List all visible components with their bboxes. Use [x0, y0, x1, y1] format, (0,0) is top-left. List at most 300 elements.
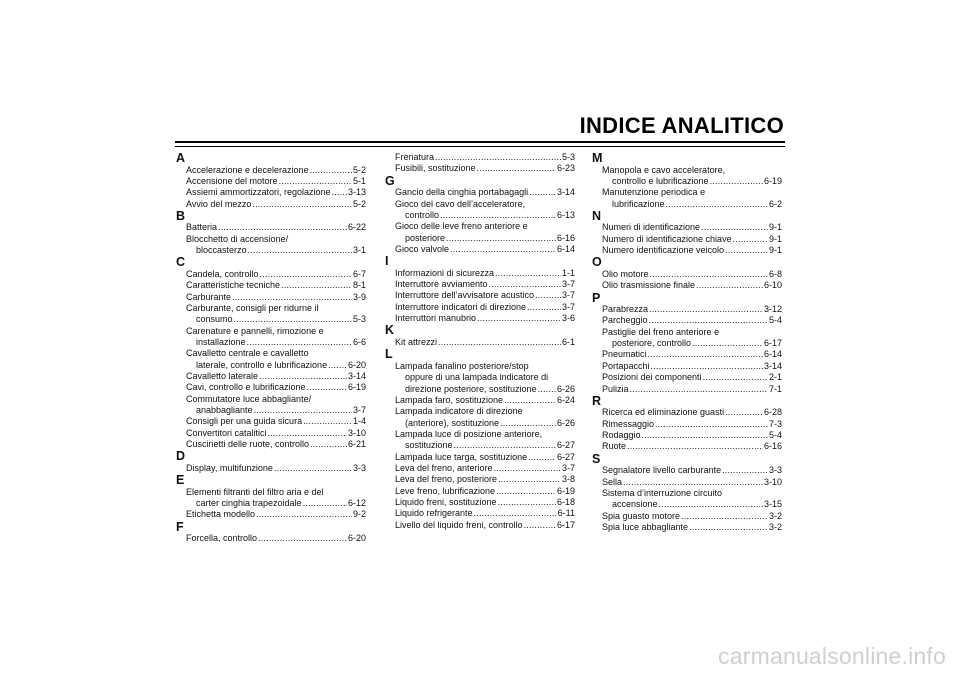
dot-leader: [659, 499, 763, 510]
section-letter: P: [592, 290, 601, 305]
page-reference: 3-2: [768, 521, 782, 532]
dot-leader: [623, 477, 763, 488]
index-entry: [592, 511, 782, 522]
index-entry: [385, 395, 575, 406]
dot-leader: [268, 428, 347, 439]
page-reference: 6-8: [768, 268, 782, 279]
entry-text: accensione: [612, 499, 658, 510]
entry-text: Liquido freni, sostituzione: [395, 496, 497, 507]
section-letter: D: [176, 449, 186, 464]
page-reference: 3-7: [561, 462, 575, 473]
dot-leader: [648, 349, 763, 360]
index-entry: [176, 234, 366, 257]
page-reference: 9-2: [352, 509, 366, 520]
dot-leader: [303, 416, 352, 427]
dot-leader: [303, 498, 347, 509]
title-rule-thin: [175, 146, 785, 147]
index-entry: [385, 221, 575, 244]
page-reference: 6-19: [556, 485, 575, 496]
index-entry: [176, 165, 366, 176]
entry-text: Numero identificazione veicolo: [602, 245, 725, 256]
index-entry: [176, 439, 366, 450]
page-reference: 3-13: [347, 187, 366, 198]
index-entry: [592, 419, 782, 430]
entry-text: Sella: [602, 476, 623, 487]
index-entry: [176, 199, 366, 210]
entry-text: posteriore, controllo: [612, 338, 692, 349]
page-reference: 3-10: [763, 476, 782, 487]
page-reference: 6-20: [347, 359, 366, 370]
index-entry: [176, 371, 366, 382]
entry-text: Spia guasto motore: [602, 510, 681, 521]
entry-text-line: Lampada luce di posizione anteriore,: [395, 428, 543, 439]
index-entry: [592, 430, 782, 441]
dot-leader: [332, 187, 347, 198]
dot-leader: [528, 452, 556, 463]
page-reference: 8-1: [352, 280, 366, 291]
section-letter: S: [592, 451, 601, 466]
index-entry: [592, 488, 782, 511]
dot-leader: [307, 382, 347, 393]
entry-text: posteriore: [405, 232, 446, 243]
entry-text: Etichetta modello: [186, 509, 256, 520]
index-entry: [385, 520, 575, 531]
page-title: INDICE ANALITICO: [579, 113, 784, 138]
index-entry: [385, 429, 575, 452]
dot-leader: [218, 222, 347, 233]
page-reference: 3-14: [763, 360, 782, 371]
index-entry: [385, 199, 575, 222]
dot-leader: [489, 279, 561, 290]
index-entry: [176, 176, 366, 187]
entry-text: bloccasterzo: [196, 245, 247, 256]
entry-text-line: oppure di una lampada indicatore di: [405, 372, 549, 383]
entry-text-line: Gioco del cavo dell’acceleratore,: [395, 198, 526, 209]
entry-text: Kit attrezzi: [395, 336, 438, 347]
entry-text: direzione posteriore, sostituzione: [405, 383, 537, 394]
dot-leader: [535, 290, 561, 301]
dot-leader: [529, 187, 556, 198]
dot-leader: [666, 199, 768, 210]
index-entry: [592, 269, 782, 280]
dot-leader: [477, 163, 556, 174]
dot-leader: [260, 269, 352, 280]
dot-leader: [232, 292, 352, 303]
dot-leader: [450, 244, 556, 255]
entry-text: anabbagliante: [196, 405, 253, 416]
dot-leader: [496, 486, 556, 497]
index-entry: [385, 452, 575, 463]
index-entry: [592, 187, 782, 210]
dot-leader: [281, 280, 352, 291]
dot-leader: [310, 439, 347, 450]
entry-text: Cuscinetti delle ruote, controllo: [186, 439, 310, 450]
dot-leader: [310, 165, 352, 176]
entry-text: Assiemi ammortizzatori, regolazione: [186, 187, 331, 198]
entry-text: Parabrezza: [602, 304, 649, 315]
dot-leader: [494, 463, 561, 474]
page-reference: 1-1: [561, 267, 575, 278]
index-entry: [592, 441, 782, 452]
index-entry: [385, 163, 575, 174]
index-entry: [176, 382, 366, 393]
index-column-3: [592, 152, 782, 533]
dot-leader: [642, 430, 768, 441]
dot-leader: [650, 269, 768, 280]
page-reference: 5-1: [352, 175, 366, 186]
entry-text-line: Carburante, consigli per ridurne il: [186, 302, 319, 313]
page-reference: 3-10: [347, 427, 366, 438]
dot-leader: [524, 520, 556, 531]
entry-text-line: Pastiglie del freno anteriore e: [602, 326, 720, 337]
index-entry: [385, 152, 575, 163]
index-entry: [176, 326, 366, 349]
page-reference: 6-26: [556, 383, 575, 394]
dot-leader: [256, 509, 352, 520]
entry-text: Segnalatore livello carburante: [602, 465, 722, 476]
entry-text: Accelerazione e decelerazione: [186, 164, 309, 175]
entry-text: Cavi, controllo e lubrificazione: [186, 382, 306, 393]
index-entry: [592, 522, 782, 533]
dot-leader: [649, 304, 763, 315]
index-entry: [385, 244, 575, 255]
dot-leader: [725, 245, 768, 256]
dot-leader: [500, 418, 556, 429]
dot-leader: [538, 384, 556, 395]
index-entry: [592, 245, 782, 256]
entry-text: Gancio della cinghia portabagagli: [395, 187, 529, 198]
page-reference: 5-2: [352, 164, 366, 175]
dot-leader: [689, 522, 768, 533]
page-reference: 6-28: [763, 407, 782, 418]
index-entry: [592, 304, 782, 315]
entry-text: Leva del freno, posteriore: [395, 474, 498, 485]
dot-leader: [279, 176, 352, 187]
entry-text: Forcella, controllo: [186, 533, 258, 544]
index-entry: [385, 486, 575, 497]
entry-text: Candela, controllo: [186, 268, 259, 279]
section-letter: G: [385, 173, 395, 188]
entry-text: Rodaggio: [602, 430, 641, 441]
page-reference: 6-2: [768, 198, 782, 209]
page-reference: 3-14: [347, 371, 366, 381]
dot-leader: [627, 441, 763, 452]
index-entry: [592, 384, 782, 395]
section-letter: A: [176, 151, 186, 165]
entry-text: carter cinghia trapezoidale: [196, 498, 302, 509]
dot-leader: [474, 508, 557, 519]
entry-text: Informazioni di sicurezza: [395, 267, 495, 278]
index-entry: [176, 533, 366, 544]
index-entry: [592, 222, 782, 233]
dot-leader: [655, 419, 768, 430]
index-entry: [592, 361, 782, 372]
index-entry: [176, 463, 366, 474]
page-reference: 3-9: [352, 291, 366, 302]
section-letter: C: [176, 255, 186, 270]
index-entry: [592, 315, 782, 326]
index-entry: [176, 348, 366, 371]
index-entry: [176, 280, 366, 291]
index-entry: [385, 302, 575, 313]
entry-text-line: Commutatore luce abbagliante/: [186, 393, 312, 404]
section-letter: K: [385, 323, 395, 338]
entry-text-line: Lampada fanalino posteriore/stop: [395, 360, 529, 371]
entry-text: (anteriore), sostituzione: [405, 417, 500, 428]
entry-text-line: Carenature e pannelli, rimozione e: [186, 325, 324, 336]
entry-text-line: Blocchetto di accensione/: [186, 233, 289, 244]
entry-text: laterale, controllo e lubrificazione: [196, 359, 328, 370]
index-entry: [176, 303, 366, 326]
dot-leader: [446, 233, 556, 244]
entry-text-line: Elementi filtranti del filtro aria e del: [186, 486, 324, 497]
index-entry: [592, 477, 782, 488]
page-reference: 6-7: [352, 268, 366, 279]
dot-leader: [725, 407, 763, 418]
dot-leader: [710, 176, 763, 187]
entry-text: Gioco valvole: [395, 243, 450, 254]
dot-leader: [527, 302, 561, 313]
entry-text: Pneumatici: [602, 349, 647, 360]
dot-leader: [703, 372, 768, 383]
entry-text: Ruote: [602, 441, 627, 452]
page-reference: 5-2: [352, 198, 366, 209]
dot-leader: [495, 268, 561, 279]
entry-text: Olio trasmissione finale: [602, 280, 696, 291]
entry-text: Frenatura: [395, 152, 435, 162]
entry-text: Batteria: [186, 222, 218, 233]
page-reference: 3-14: [556, 187, 575, 198]
dot-leader: [681, 511, 768, 522]
entry-text: consumo: [196, 314, 233, 325]
entry-text: Livello del liquido freni, controllo: [395, 519, 523, 530]
entry-text: Ricerca ed eliminazione guasti: [602, 407, 725, 418]
page-reference: 6-23: [556, 163, 575, 174]
page-reference: 6-26: [556, 417, 575, 428]
index-entry: [385, 279, 575, 290]
entry-text: Pulizia: [602, 383, 629, 394]
page-reference: 6-14: [556, 243, 575, 254]
page-reference: 3-7: [561, 301, 575, 312]
page-reference: 6-17: [556, 519, 575, 530]
index-entry: [176, 487, 366, 510]
section-letter: R: [592, 393, 602, 408]
entry-text: Display, multifunzione: [186, 462, 273, 473]
dot-leader: [440, 210, 556, 221]
dot-leader: [692, 338, 763, 349]
index-entry: [592, 372, 782, 383]
dot-leader: [254, 405, 352, 416]
page-reference: 9-1: [768, 233, 782, 244]
page-reference: 6-1: [561, 336, 575, 347]
page-reference: 6-19: [347, 382, 366, 393]
page-reference: 6-22: [347, 222, 366, 233]
dot-leader: [630, 384, 768, 395]
page-reference: 5-3: [561, 152, 575, 162]
section-letter: M: [592, 151, 603, 165]
entry-text: lubrificazione: [612, 198, 665, 209]
dot-leader: [498, 474, 561, 485]
entry-text: Accensione del motore: [186, 175, 278, 186]
entry-text-line: Gioco delle leve freno anteriore e: [395, 221, 528, 232]
index-entry: [385, 508, 575, 519]
entry-text: Rimessaggio: [602, 418, 655, 429]
index-entry: [385, 187, 575, 198]
entry-text: Avvio del mezzo: [186, 198, 252, 209]
entry-text: Liquido refrigerante: [395, 508, 473, 519]
page-reference: 3-7: [561, 290, 575, 301]
dot-leader: [328, 360, 347, 371]
entry-text: Parcheggio: [602, 315, 648, 326]
dot-leader: [701, 222, 768, 233]
index-entry: [176, 509, 366, 520]
page-reference: 3-6: [561, 313, 575, 324]
section-letter: F: [176, 519, 184, 534]
entry-text-line: Lampada indicatore di direzione: [395, 406, 523, 417]
index-entry: [385, 313, 575, 324]
dot-leader: [498, 497, 556, 508]
page-reference: 6-27: [556, 440, 575, 451]
page-reference: 5-4: [768, 315, 782, 326]
entry-text: Leve freno, lubrificazione: [395, 485, 496, 496]
title-rule-thick: [175, 141, 785, 143]
page-reference: 6-11: [557, 508, 575, 519]
section-letter: L: [385, 347, 393, 362]
index-entry: [176, 416, 366, 427]
index-entry: [592, 349, 782, 360]
dot-leader: [504, 395, 556, 406]
page-reference: 6-12: [347, 498, 366, 509]
section-letter: N: [592, 208, 602, 223]
page-reference: 6-18: [556, 496, 575, 507]
index-entry: [385, 463, 575, 474]
page-reference: 6-24: [556, 394, 575, 405]
index-entry: [176, 428, 366, 439]
entry-text: installazione: [196, 336, 246, 347]
index-entry: [385, 361, 575, 395]
page-reference: 3-7: [352, 405, 366, 416]
index-entry: [385, 497, 575, 508]
dot-leader: [248, 245, 352, 256]
page-reference: 3-3: [768, 465, 782, 476]
dot-leader: [435, 152, 561, 163]
index-entry: [385, 268, 575, 279]
entry-text: Lampada faro, sostituzione: [395, 394, 504, 405]
page-reference: 9-1: [768, 245, 782, 256]
dot-leader: [733, 234, 768, 245]
index-entry: [385, 337, 575, 348]
entry-text: Numero di identificazione chiave: [602, 233, 732, 244]
page-reference: 6-27: [556, 451, 575, 462]
entry-text: Cavalletto laterale: [186, 371, 259, 381]
page-reference: 3-1: [352, 245, 366, 256]
dot-leader: [722, 465, 768, 476]
entry-text: Portapacchi: [602, 360, 650, 371]
page-reference: 1-4: [352, 416, 366, 427]
dot-leader: [274, 463, 352, 474]
entry-text: controllo: [405, 209, 440, 220]
dot-leader: [651, 361, 763, 372]
entry-text: Consigli per una guida sicura: [186, 416, 303, 427]
index-entry: [592, 165, 782, 188]
entry-text-line: Sistema d’interruzione circuito: [602, 487, 723, 498]
dot-leader: [259, 371, 347, 382]
entry-text: Interruttore dell’avvisatore acustico: [395, 290, 535, 301]
index-column-2: [385, 152, 575, 531]
entry-text-line: Manutenzione periodica e: [602, 187, 706, 198]
entry-text: Spia luce abbagliante: [602, 521, 689, 532]
section-letter: O: [592, 255, 602, 270]
index-entry: [385, 290, 575, 301]
entry-text: Convertitori catalitici: [186, 427, 267, 438]
index-entry: [592, 407, 782, 418]
page-reference: 3-12: [763, 304, 782, 315]
entry-text: controllo e lubrificazione: [612, 175, 709, 186]
entry-text-line: Cavalletto centrale e cavalletto: [186, 348, 309, 359]
entry-text: Leva del freno, anteriore: [395, 462, 493, 473]
index-entry: [385, 406, 575, 429]
page-reference: 7-3: [768, 418, 782, 429]
dot-leader: [454, 440, 556, 451]
page-reference: 6-13: [556, 209, 575, 220]
index-entry: [176, 269, 366, 280]
section-letter: E: [176, 473, 185, 488]
index-entry: [176, 187, 366, 198]
index-entry: [592, 465, 782, 476]
page-reference: 6-14: [763, 349, 782, 360]
entry-text: Caratteristiche tecniche: [186, 280, 281, 291]
watermark-logo: carmanualsonline.info: [718, 643, 946, 669]
page-reference: 2-1: [768, 372, 782, 383]
index-column-1: [176, 152, 366, 545]
entry-text: Interruttori manubrio: [395, 313, 477, 324]
page-reference: 3-3: [352, 462, 366, 473]
page-reference: 3-7: [561, 279, 575, 290]
page-reference: 3-2: [768, 510, 782, 521]
index-entry: [176, 222, 366, 233]
entry-text: Fusibili, sostituzione: [395, 163, 476, 174]
entry-text: Interruttore indicatori di direzione: [395, 301, 527, 312]
page-reference: 6-16: [763, 441, 782, 452]
entry-text: Carburante: [186, 291, 232, 302]
dot-leader: [477, 313, 561, 324]
page-reference: 6-21: [347, 439, 366, 450]
index-entry: [592, 280, 782, 291]
page-reference: 3-15: [763, 499, 782, 510]
dot-leader: [696, 280, 763, 291]
entry-text: Posizioni dei componenti: [602, 372, 702, 383]
page-reference: 6-20: [347, 533, 366, 544]
dot-leader: [438, 337, 561, 348]
page-reference: 6-17: [763, 338, 782, 349]
index-entry: [176, 292, 366, 303]
page-reference: 5-4: [768, 430, 782, 441]
entry-text: Lampada luce targa, sostituzione: [395, 451, 528, 462]
dot-leader: [247, 337, 352, 348]
index-entry: [592, 234, 782, 245]
page-reference: 5-3: [352, 314, 366, 325]
dot-leader: [252, 199, 352, 210]
dot-leader: [234, 314, 352, 325]
entry-text: Interruttore avviamento: [395, 279, 488, 290]
dot-leader: [258, 533, 347, 544]
page-reference: 7-1: [768, 383, 782, 394]
entry-text: Numeri di identificazione: [602, 222, 701, 233]
page-reference: 9-1: [768, 222, 782, 233]
index-entry: [592, 327, 782, 350]
entry-text-line: Manopola e cavo acceleratore,: [602, 164, 726, 175]
page-reference: 3-8: [561, 474, 575, 485]
